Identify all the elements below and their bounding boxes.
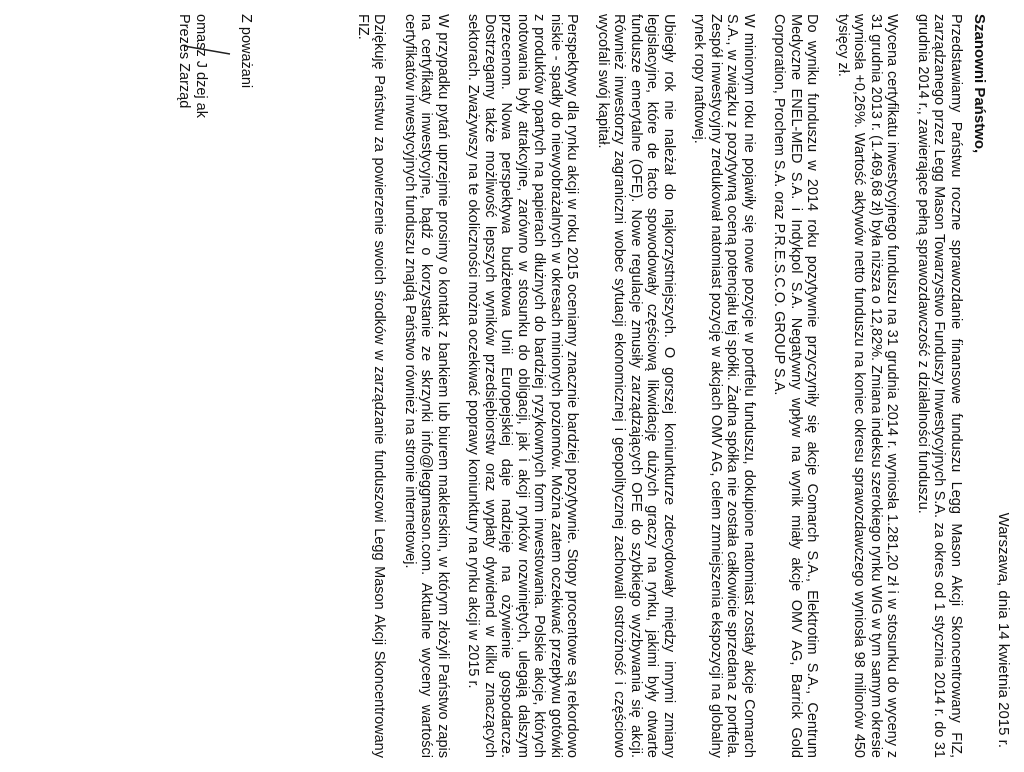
handwritten-signature-stroke [182, 30, 232, 70]
closing-text: Z poważani [238, 14, 254, 89]
paragraph: W przypadku pytań uprzejmie prosimy o kontakt z bankiem lub biurem maklerskim, w którym złożyli Państwo zapis na certyfikaty inwestycyjne, bądź o korzystanie ze skrzynki info@leggmason.com. Aktualne wyceny wartości certyfikatów inwestycyjnych funduszu znajdą Państwo również na stronie internetowej. [402, 14, 451, 758]
signatory-name: omasz J dzej ak [193, 14, 209, 118]
paragraph: Ubiegły rok nie należał do najkorzystniejszych. O gorszej koniunkturze zdecydowały między innymi zmiany legislacyjne, które de facto spowodowały częściową likwidację dużych graczy na rynku, jakimi były otwarte fundusze emerytalne (OFE). Nowe regulacje zmusiły zarządzających OFE do szybkiego wyzbywania się akcji. Również inwestorzy zagraniczni wobec sytuacji ekonomicznej i geopolitycznej zachowali ostrożność i częściowo wycofali swój kapitał. [595, 14, 677, 758]
signatory-title: Prezes Zarząd [176, 14, 192, 109]
letter-salutation: Szanowni Państwo, [971, 14, 988, 154]
paragraph: W minionym roku nie pojawiły się nowe pozycje w portfelu funduszu, dokupione natomiast zostały akcje Comarch S.A., w związku z pozytywną oceną potencjału tej spółki. Żadna spółka nie została całkowicie sprzedana z portfela. Zespół inwestycyjny zredukował natomiast pozycję w akcjach OMV AG, celem zmniejszenia ekspozycji na globalny rynek ropy naftowej. [691, 14, 757, 758]
letter-body [341, 14, 965, 758]
paragraph: Wycena certyfikatu inwestycyjnego funduszu na 31 grudnia 2014 r. wyniosła 1.281,20 zł i w stosunku do wyceny z 31 grudnia 2013 r. (1.469,68 zł) była niższa o 12,82%. Zmiana indeksu szerokiego rynku WIG w tym samym okresie wyniosła +0,26%. Wartość aktywów netto funduszu na koniec okresu sprawozdawczego wyniosła 98 milionów 450 tysięcy zł. [835, 14, 901, 758]
paragraph: Do wyniku funduszu w 2014 roku pozytywnie przyczyniły się akcje Comarch S.A., Elektrotim S.A., Centrum Medyczne ENEL-MED S.A. i Indykpol S.A. Negatywny wpływ na wynik miały akcje OMV AG, Barrick Gold Corporation, Prochem S.A. oraz P.R.E.S.C.O. GROUP S.A. [771, 14, 821, 758]
paragraph: Perspektywy dla rynku akcji w roku 2015 oceniamy znacznie bardziej pozytywnie. Stopy procentowe są rekordowo niskie - spadły do niewyobrażalnych w okresach minionych poziomów. Można zatem oczekiwać przepływu gotówki z produktów opartych na papierach dłużnych do bardziej ryzykownych form inwestowania. Polskie akcje, których notowania były atrakcyjne, zarówno w stosunku do obligacji, jak i akcji rynków rozwiniętych, ulegają dalszym przecenom. Nowa perspektywa budżetowa Unii Europejskiej daje nadzieję na ożywienie gospodarcze. Dostrzegamy także możliwość lepszych wyników przedsiębiorstw oraz wypłaty dywidend w kilku znaczących sektorach. Zważywszy na te okoliczności można oczekiwać poprawy koniunktury na rynku akcji w 2015 r. [465, 14, 581, 758]
paragraph: Przedstawiamy Państwu roczne sprawozdanie finansowe funduszu Legg Mason Akcji Skoncentrowany FIZ, zarządzanego przez Legg Mason Towarzystwo Funduszy Inwestycyjnych S.A. za okres od 1 stycznia 2014 r. do 31 grudnia 2014 r., zawierające pełną sprawozdawczość z działalności funduszu. [915, 14, 964, 758]
paragraph: Dziękuję Państwu za powierzenie swoich środków w zarządzanie funduszowi Legg Mason Akcji Skoncentrowany FIZ. [355, 14, 388, 758]
letter-date: Warszawa, dnia 14 kwietnia 2015 r. [995, 512, 1012, 748]
